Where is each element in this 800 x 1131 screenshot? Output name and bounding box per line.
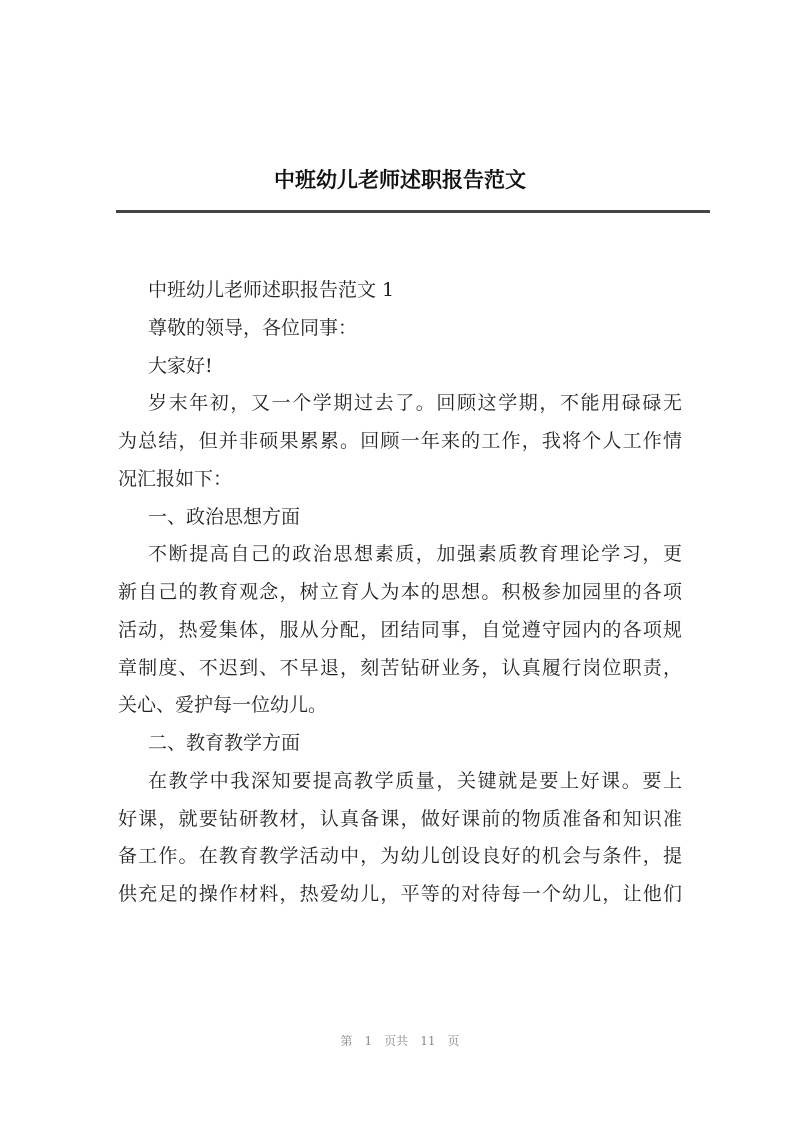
text-line: 尊敬的领导，各位同事： xyxy=(148,316,358,339)
text-line: 不断提高自己的政治思想素质，加强素质教育理论学习，更 xyxy=(148,543,682,566)
document-title: 中班幼儿老师述职报告范文 xyxy=(274,168,526,192)
text-line: 中班幼儿老师述职报告范文 1 xyxy=(148,279,395,301)
text-line: 活动，热爱集体，服从分配，团结同事，自觉遵守园内的各项规 xyxy=(118,618,682,641)
footer-page-number: 1 xyxy=(364,1034,373,1048)
text-line: 岁末年初，又一个学期过去了。回顾这学期，不能用碌碌无 xyxy=(148,392,682,415)
text-line: 一、政治思想方面 xyxy=(148,505,301,528)
footer-total-pages: 11 xyxy=(420,1034,436,1048)
text-line: 关心、爱护每一位幼儿。 xyxy=(118,694,328,717)
text-line: 况汇报如下： xyxy=(118,467,233,490)
text-line: 二、教育教学方面 xyxy=(148,732,301,754)
footer-middle: 页共 xyxy=(384,1034,409,1048)
page-footer xyxy=(0,1032,800,1049)
footer-suffix: 页 xyxy=(447,1034,460,1048)
text-line: 大家好! xyxy=(148,354,213,377)
text-line: 备工作。在教育教学活动中，为幼儿创设良好的机会与条件，提 xyxy=(118,845,682,868)
text-line: 章制度、不迟到、不早退，刻苦钻研业务，认真履行岗位职责， xyxy=(118,656,682,679)
footer-prefix: 第 xyxy=(340,1034,353,1048)
text-line: 为总结，但并非硕果累累。回顾一年来的工作，我将个人工作情 xyxy=(118,430,682,452)
text-line: 供充足的操作材料，热爱幼儿，平等的对待每一个幼儿，让他们 xyxy=(118,883,682,905)
text-line: 新自己的教育观念，树立育人为本的思想。积极参加园里的各项 xyxy=(118,581,682,603)
text-line: 好课，就要钻研教材，认真备课，做好课前的物质准备和知识准 xyxy=(118,807,682,830)
document-body xyxy=(118,272,682,914)
title-divider xyxy=(116,210,710,213)
text-line: 在教学中我深知要提高教学质量，关键就是要上好课。要上 xyxy=(148,769,682,792)
